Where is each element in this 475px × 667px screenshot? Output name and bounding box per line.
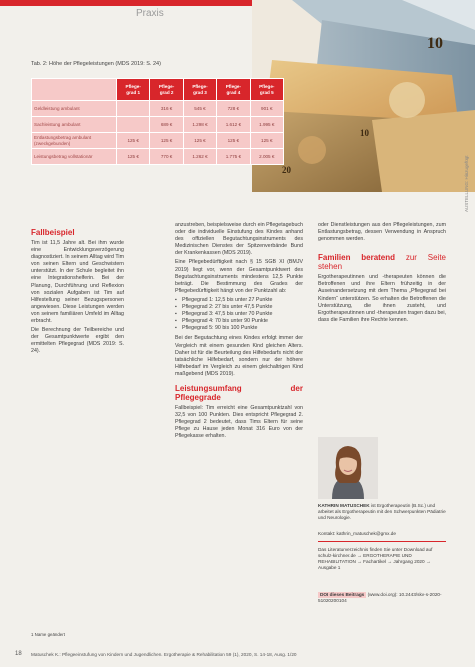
red-divider (318, 541, 446, 542)
table-cell: 689 € (150, 117, 183, 133)
table-cell: 125 € (250, 133, 283, 149)
body-paragraph: anzustreben, beispielsweise durch ein Pflegetagebuch oder die individuelle Einstufung des Kindes anhand des offiziellen Begutachtungsinstruments des Medizinischen Dienstes der Spitzenverbände Bund der Krankenkassen (MDS 2019). (175, 222, 303, 257)
body-paragraph: Die Berechnung der Teilbereiche und der Gesamtpunktwerte ergibt den ermittelten Pflegegrad (MDS 2019: S. 24). (31, 327, 124, 355)
page-footer (15, 651, 451, 657)
list-item: ▪ Pflegegrad 5: 90 bis 100 Punkte (175, 325, 303, 332)
table-cell: 125 € (117, 149, 150, 165)
list-item: ▪ Pflegegrad 2: 27 bis unter 47,5 Punkte (175, 304, 303, 311)
author-description: ist Ergotherapeutin (B.Sc.) und arbeitet als Ergotherapeutin mit den Schwerpunkten Pädiatrie und Neurologie. (318, 503, 446, 521)
author-contact[interactable]: Kontakt: kathrin_matuschek@gmx.de (318, 531, 396, 536)
table-column-header: Pflege- grad 1 (117, 79, 150, 101)
table-row-label: Geldleistung ambulant (32, 101, 117, 117)
column-left (31, 228, 124, 358)
table-cell: 728 € (217, 101, 250, 117)
money-photo (252, 0, 475, 192)
families-heading (318, 253, 446, 271)
care-grade-list (175, 297, 303, 332)
table-header-row (32, 79, 284, 101)
table-row (32, 149, 284, 165)
column-middle (175, 222, 303, 442)
literature-note: Das Literaturverzeichnis finden Sie unter Download auf schulz-kirchner.de → ERGOTHERAPIE UND REHABILITATION → Fachartikel → Jahrgang 2020 → Ausgabe 1 (318, 547, 433, 571)
body-paragraph: oder Dienstleistungen aus den Pflegeleistungen, zum Entlastungsbetrag, dessen Verwendung in Anspruch genommen werden. (318, 222, 446, 243)
body-paragraph: Bei der Begutachtung eines Kindes erfolgt immer der Vergleich mit einem gesunden Kind gleichen Alters. Daher ist für die Beurteilung des Hilfebedarfs nicht der tatsächliche Hilfebedarf, sondern nur der höhere Hilfebedarf im Vergleich zu einem gleichaltrigen Kind maßgebend (MDS 2019). (175, 335, 303, 377)
table-cell: 1.995 € (250, 117, 283, 133)
families-heading-bold: Familien beratend (318, 253, 396, 263)
table-corner-cell (32, 79, 117, 101)
body-paragraph: Ergotherapeutinnen und -therapeuten können die Betroffenen und ihre Eltern frühzeitig in der Auseinandersetzung mit dem Thema „Pflegegrad bei Kindern“ unterstützen. So erhalten die Betroffenen die Unterstützung, die ihnen zusteht, und Ergotherapeutinnen und -therapeuten tragen dazu bei, dass die Familien ihre Rechte kennen. (318, 274, 446, 323)
table-cell: 125 € (183, 133, 216, 149)
table-cell: 316 € (150, 101, 183, 117)
banknotes-illustration (252, 0, 475, 192)
table-row-label: Leistungsbetrag vollstationär (32, 149, 117, 165)
care-benefits-table (31, 78, 284, 165)
families-heading-light: zur Seite stehen (318, 253, 446, 272)
section-title: Praxis (136, 8, 164, 19)
table-cell: 1.262 € (183, 149, 216, 165)
table-row (32, 133, 284, 149)
page-number: 18 (15, 651, 22, 657)
table-column-header: Pflege- grad 4 (217, 79, 250, 101)
benefits-heading: Leistungsumfang der Pflegegrade (175, 383, 303, 402)
author-photo (318, 437, 378, 499)
vertical-image-credit: AUSTELLUNG: Hinzugefügt (464, 155, 469, 212)
list-item: ▪ Pflegegrad 3: 47,5 bis unter 70 Punkte (175, 311, 303, 318)
column-right (318, 222, 446, 326)
table-cell: 1.298 € (183, 117, 216, 133)
table-cell: 545 € (183, 101, 216, 117)
table-cell (117, 117, 150, 133)
money-number: 10 (427, 35, 443, 52)
body-paragraph: Eine Pflegebedürftigkeit nach § 15 SGB XI (BMJV 2019) liegt vor, wenn der Gesamtpunktwert des Begutachtungsinstruments mindestens 12,5 Punkte beträgt. Die Bestimmung des Grades der Pflegebedürftigkeit hängt von der Punktzahl ab: (175, 259, 303, 294)
table-caption: Tab. 2: Höhe der Pflegeleistungen (MDS 2019: S. 24) (31, 61, 161, 67)
table-cell: 2.005 € (250, 149, 283, 165)
table-cell: 901 € (250, 101, 283, 117)
doi-value[interactable]: (www.doi.org): 10.2443/skv-s-2020-51020200104 (318, 592, 442, 604)
table-row (32, 101, 284, 117)
table-cell: 1.612 € (217, 117, 250, 133)
table-cell: 1.775 € (217, 149, 250, 165)
body-paragraph: Fallbeispiel: Tim erreicht eine Gesamtpunktzahl von 32,5 von 100 Punkten. Dies entspricht Pflegegrad 2. Pflegegrad 2 bedeutet, dass Tims Eltern für seine Pflege zu Hause jeden Monat 316 Euro von der Pflegekasse erhalten. (175, 404, 303, 440)
footnote: 1 Name geändert (31, 632, 65, 637)
case-example-heading: Fallbeispiel (31, 228, 75, 237)
body-paragraph: Tim ist 11,5 Jahre alt. Bei ihm wurde eine Entwicklungsverzögerung diagnostiziert. In seinem Alltag wird Tim von seinen Eltern und Geschwistern unterstützt. In der Schule begleitet ihn eine Integrationshelferin. Bei der Planung, Durchführung und Reflexion von sozialen Aufgaben ist Tim auf Hilfestellung seiner Bezugspersonen angewiesen. Diese Leistungen werden von seinem familiären Umfeld im Alltag erbracht. (31, 240, 124, 325)
money-number: 20 (282, 165, 291, 175)
table-cell (117, 101, 150, 117)
author-portrait-illustration (318, 437, 378, 499)
table-cell: 125 € (117, 133, 150, 149)
table-column-header: Pflege- grad 5 (250, 79, 283, 101)
author-bio (318, 503, 446, 521)
table-cell: 125 € (150, 133, 183, 149)
list-item: ▪ Pflegegrad 4: 70 bis unter 90 Punkte (175, 318, 303, 325)
table-row-label: Entlastungsbetrag ambulant (zweckgebunden) (32, 133, 117, 149)
table-cell: 125 € (217, 133, 250, 149)
list-item: ▪ Pflegegrad 1: 12,5 bis unter 27 Punkte (175, 297, 303, 304)
table-cell: 770 € (150, 149, 183, 165)
table-column-header: Pflege- grad 3 (183, 79, 216, 101)
table-column-header: Pflege- grad 2 (150, 79, 183, 101)
table-row (32, 117, 284, 133)
author-name: KATHRIN MATUSCHEK (318, 503, 370, 508)
doi-box (318, 592, 446, 604)
money-number: 10 (360, 128, 369, 138)
footer-citation: Matuschek K.: Pflegeeinstufung von Kindern und Jugendlichen. Ergotherapie & Rehabilitation 59 (1), 2020, S. 14-18, Ausg. 1/20 (31, 652, 297, 657)
table-row-label: Sachleistung ambulant (32, 117, 117, 133)
doi-label: DOI dieses Beitrags (320, 592, 365, 597)
